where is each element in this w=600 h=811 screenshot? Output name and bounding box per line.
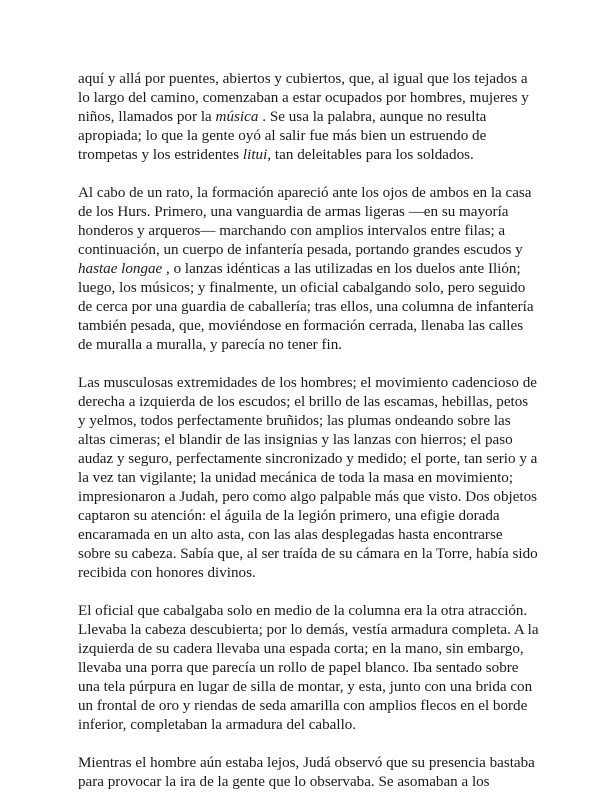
text-run: de muralla a muralla, y parecía no tener fin. — [78, 337, 343, 353]
text-run: una tela púrpura en lugar de silla de montar, y esta, junto con una brida con — [78, 679, 533, 695]
text-run: encaramada en un alto asta, con las alas desplegadas hasta encontrarse — [78, 527, 503, 543]
text-run: un frontal de oro y riendas de seda amarilla con amplios flecos en el borde — [78, 698, 528, 714]
text-run: Al cabo de un rato, la formación apareció ante los ojos de ambos en la casa — [78, 185, 532, 201]
italic-text: litui, — [242, 147, 272, 163]
text-run: aquí y allá por puentes, abiertos y cubiertos, que, al igual que los tejados a — [78, 71, 528, 87]
text-line — [78, 469, 530, 488]
italic-text: música — [215, 109, 259, 125]
paragraph-5 — [78, 754, 535, 792]
text-run: audaz y seguro, perfectamente sincronizado y medido; el porte, tan serio y a — [78, 451, 538, 467]
text-run: luego, los músicos; y finalmente, un oficial cabalgando solo, pero seguido — [78, 280, 526, 296]
text-line — [78, 564, 530, 583]
text-line — [78, 317, 530, 336]
paragraph-2 — [78, 184, 534, 355]
text-run: recibida con honores divinos. — [78, 565, 256, 581]
text-line — [78, 279, 530, 298]
text-line — [78, 488, 538, 507]
text-run: derecha a izquierda de los escudos; el brillo de las escamas, hebillas, petos — [78, 394, 529, 410]
text-run: de los Hurs. Primero, una vanguardia de armas ligeras —en su mayoría — [78, 204, 509, 220]
text-run: sobre su cabeza. Sabía que, al ser traída de su cámara en la Torre, había sido — [78, 546, 538, 562]
text-run: inferior, completaban la armadura del caballo. — [78, 717, 357, 733]
text-run: impresionaron a Judah, pero como algo palpable más que visto. Dos objetos — [78, 489, 538, 505]
text-line — [78, 89, 530, 108]
text-line — [78, 222, 530, 241]
text-line — [78, 203, 530, 222]
paragraph-4 — [78, 602, 539, 735]
text-run: apropiada; lo que la gente oyó al salir fue más bien un estruendo de — [78, 128, 487, 144]
text-run: Las musculosas extremidades de los hombres; el movimiento cadencioso de — [78, 375, 537, 391]
text-line — [78, 507, 530, 526]
text-run: izquierda de su cadera llevaba una espada corta; en la mano, sin embargo, — [78, 641, 524, 657]
text-line — [78, 697, 530, 716]
text-line — [78, 431, 530, 450]
text-line — [78, 716, 530, 735]
text-line — [78, 621, 539, 640]
text-run: . Se usa la palabra, aunque no resulta — [258, 109, 487, 125]
text-run: también pesada, que, moviéndose en formación cerrada, llenaba las calles — [78, 318, 524, 334]
text-line — [78, 260, 530, 279]
text-line — [78, 70, 530, 89]
text-run: trompetas y los estridentes — [78, 147, 243, 163]
text-run: lo largo del camino, comenzaban a estar ocupados por hombres, mujeres y — [78, 90, 529, 106]
text-run: altas cimeras; el blandir de las insignias y las lanzas con hierros; el paso — [78, 432, 513, 448]
text-run: tan deleitables para los soldados. — [271, 147, 474, 163]
paragraph-3 — [78, 374, 538, 583]
text-line — [78, 127, 530, 146]
italic-text: hastae longae — [78, 261, 163, 277]
text-run: honderos y arqueros— marchando con amplios intervalos entre filas; a — [78, 223, 506, 239]
text-line — [78, 450, 538, 469]
text-line — [78, 393, 530, 412]
text-run: El oficial que cabalgaba solo en medio de la columna era la otra atracción. — [78, 603, 528, 619]
text-run: niños, llamados por la — [78, 109, 216, 125]
text-line — [78, 640, 530, 659]
text-line — [78, 241, 530, 260]
text-line — [78, 412, 530, 431]
text-line — [78, 659, 530, 678]
text-run: Mientras el hombre aún estaba lejos, Judá observó que su presencia bastaba — [78, 755, 535, 771]
text-run: de cerca por una guardia de caballería; tras ellos, una columna de infantería — [78, 299, 534, 315]
text-line — [78, 146, 530, 165]
text-line — [78, 545, 538, 564]
text-run: Llevaba la cabeza descubierta; por lo demás, vestía armadura completa. A la — [78, 622, 539, 638]
paragraph-1 — [78, 70, 530, 165]
text-line — [78, 184, 530, 203]
text-run: y yelmos, todos perfectamente bruñidos; las plumas ondeando sobre las — [78, 413, 511, 429]
text-line — [78, 336, 530, 355]
text-line — [78, 602, 530, 621]
text-run: , o lanzas idénticas a las utilizadas en los duelos ante Ilión; — [162, 261, 521, 277]
text-run: la vez tan vigilante; la unidad mecánica de toda la masa en movimiento; — [78, 470, 514, 486]
text-run: continuación, un cuerpo de infantería pesada, portando grandes escudos y — [78, 242, 523, 258]
text-run: para provocar la ira de la gente que lo observaba. Se asomaban a los — [78, 774, 490, 790]
text-line — [78, 298, 534, 317]
body-text — [78, 70, 539, 811]
text-line — [78, 108, 530, 127]
text-line — [78, 678, 533, 697]
text-run: llevaba una porra que parecía un rollo de papel blanco. Iba sentado sobre — [78, 660, 519, 676]
text-run: captaron su atención: el águila de la legión primero, una efigie dorada — [78, 508, 500, 524]
text-line — [78, 526, 530, 545]
text-line — [78, 754, 535, 773]
text-line — [78, 374, 537, 393]
